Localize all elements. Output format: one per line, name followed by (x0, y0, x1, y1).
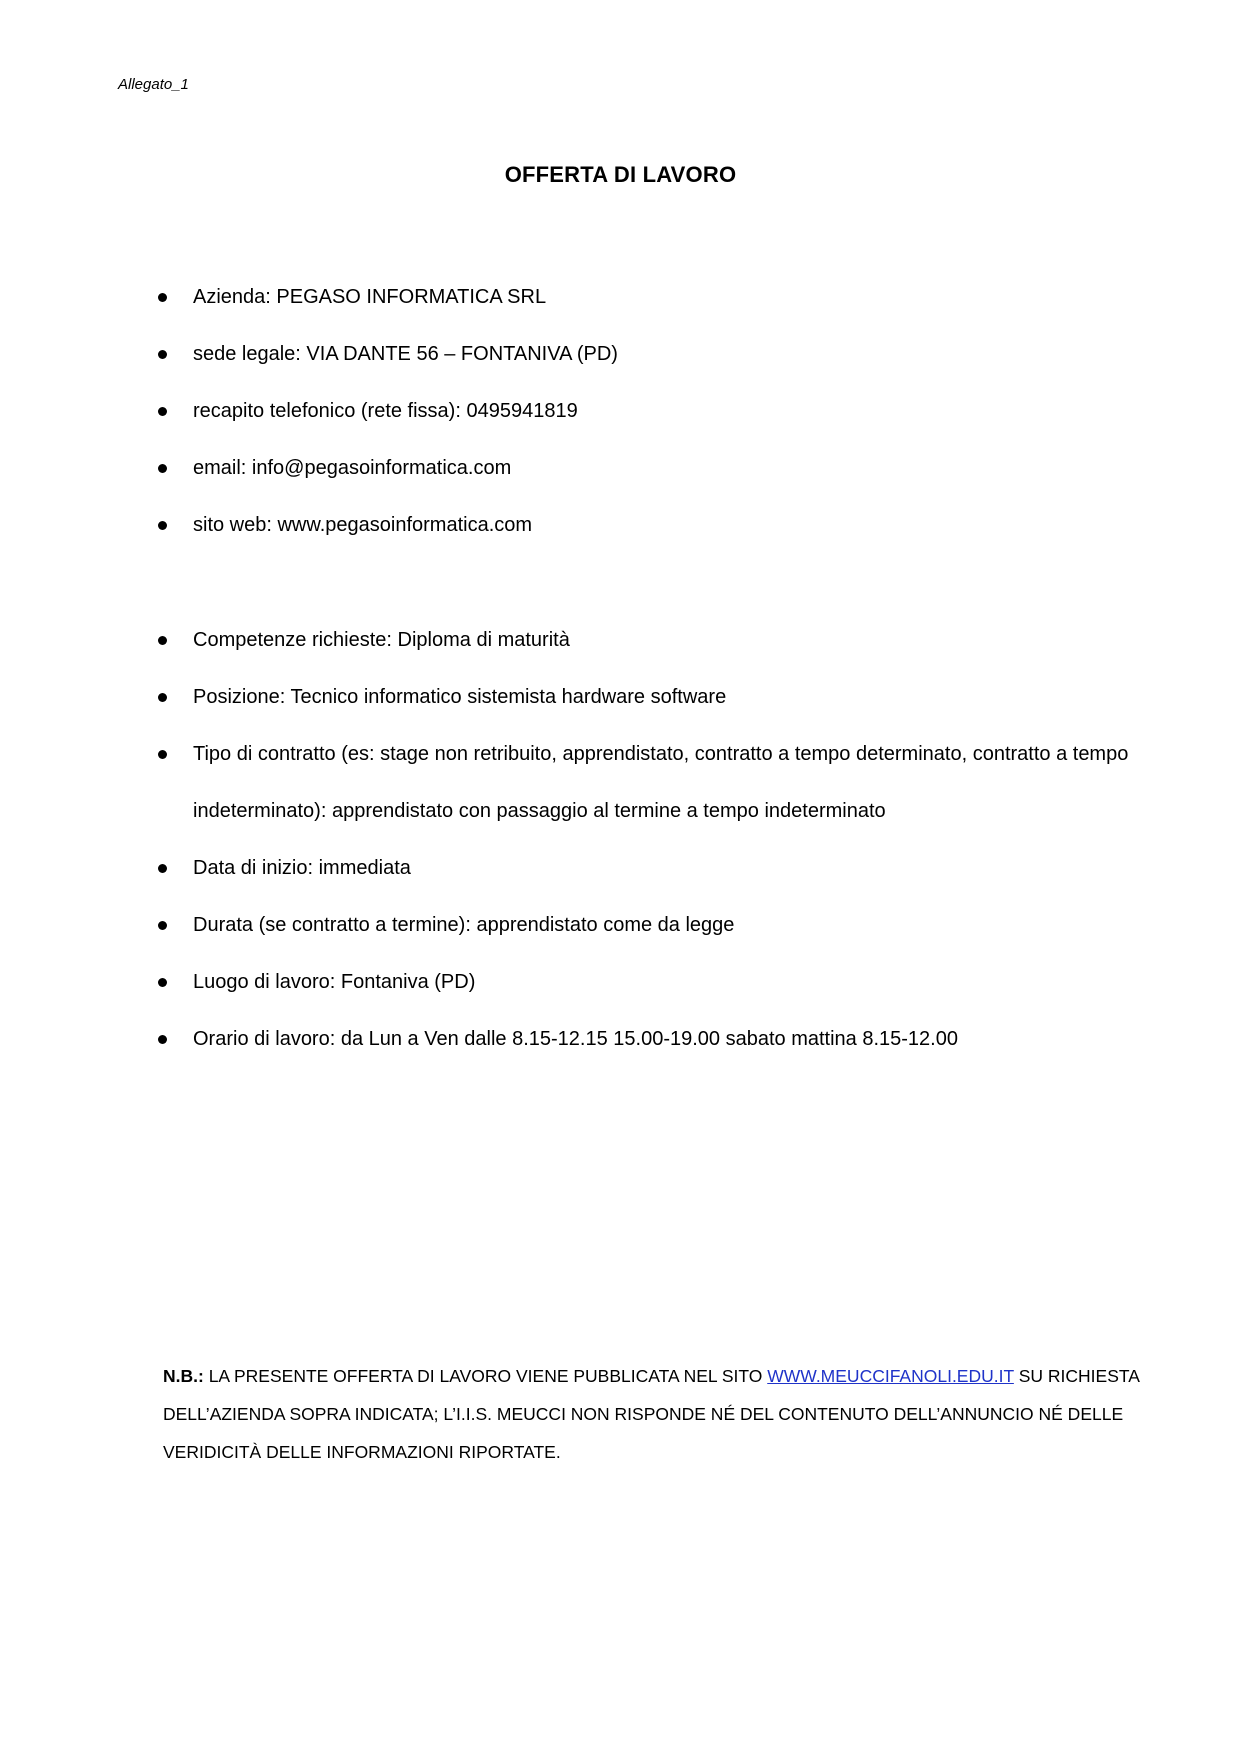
bullet-icon (158, 978, 167, 987)
list-item (158, 497, 1138, 554)
list-item (158, 897, 1138, 954)
school-website-link[interactable]: WWW.MEUCCIFANOLI.EDU.IT (767, 1366, 1014, 1386)
bullet-icon (158, 750, 167, 759)
nb-text-before-link: LA PRESENTE OFFERTA DI LAVORO VIENE PUBBLICATA NEL SITO (203, 1366, 768, 1386)
list-item (158, 326, 1138, 383)
nb-label: N.B.: (163, 1366, 204, 1386)
bullet-icon (158, 521, 167, 530)
bullet-icon (158, 350, 167, 359)
work-location: Luogo di lavoro: Fontaniva (PD) (193, 971, 476, 993)
company-name: Azienda: PEGASO INFORMATICA SRL (193, 286, 547, 308)
duration: Durata (se contratto a termine): apprendistato come da legge (193, 914, 735, 936)
bullet-icon (158, 636, 167, 645)
bullet-icon (158, 693, 167, 702)
list-item (158, 726, 1138, 840)
bullet-icon (158, 921, 167, 930)
company-phone: recapito telefonico (rete fissa): 0495941819 (193, 400, 578, 422)
list-item (158, 840, 1138, 897)
contract-type: Tipo di contratto (es: stage non retribuito, apprendistato, contratto a tempo determinato, contratto a tempo indeterminato): apprendistato con passaggio al termine a tempo indeterminato (193, 743, 1129, 822)
bullet-icon (158, 464, 167, 473)
list-item (158, 669, 1138, 726)
bullet-icon (158, 864, 167, 873)
list-item (158, 440, 1138, 497)
list-item (158, 383, 1138, 440)
company-email: email: info@pegasoinformatica.com (193, 457, 512, 479)
bullet-icon (158, 293, 167, 302)
attachment-label: Allegato_1 (118, 76, 189, 93)
document-title: OFFERTA DI LAVORO (504, 162, 737, 187)
disclaimer-note (163, 1357, 1143, 1471)
list-item (158, 269, 1138, 326)
position: Posizione: Tecnico informatico sistemista hardware software (193, 686, 727, 708)
bullet-icon (158, 407, 167, 416)
start-date: Data di inizio: immediata (193, 857, 411, 879)
company-address: sede legale: VIA DANTE 56 – FONTANIVA (PD) (193, 343, 618, 365)
company-website: sito web: www.pegasoinformatica.com (193, 514, 533, 536)
list-item (158, 612, 1138, 669)
bullet-icon (158, 1035, 167, 1044)
required-skills: Competenze richieste: Diploma di maturità (193, 629, 570, 651)
company-info-list (158, 269, 1138, 554)
nb-text-after-link: SU RICHIESTA DELL’AZIENDA SOPRA INDICATA; L’I.I.S. MEUCCI NON RISPONDE NÉ DEL CONTENUTO DELL’ANNUNCIO NÉ DELLE VERIDICITÀ DELLE INFORMAZIONI RIPORTATE. (163, 1366, 1139, 1462)
working-hours: Orario di lavoro: da Lun a Ven dalle 8.15-12.15 15.00-19.00 sabato mattina 8.15-12.00 (193, 1028, 958, 1050)
list-item (158, 954, 1138, 1011)
job-details-list (158, 612, 1138, 1068)
list-item (158, 1011, 1138, 1068)
